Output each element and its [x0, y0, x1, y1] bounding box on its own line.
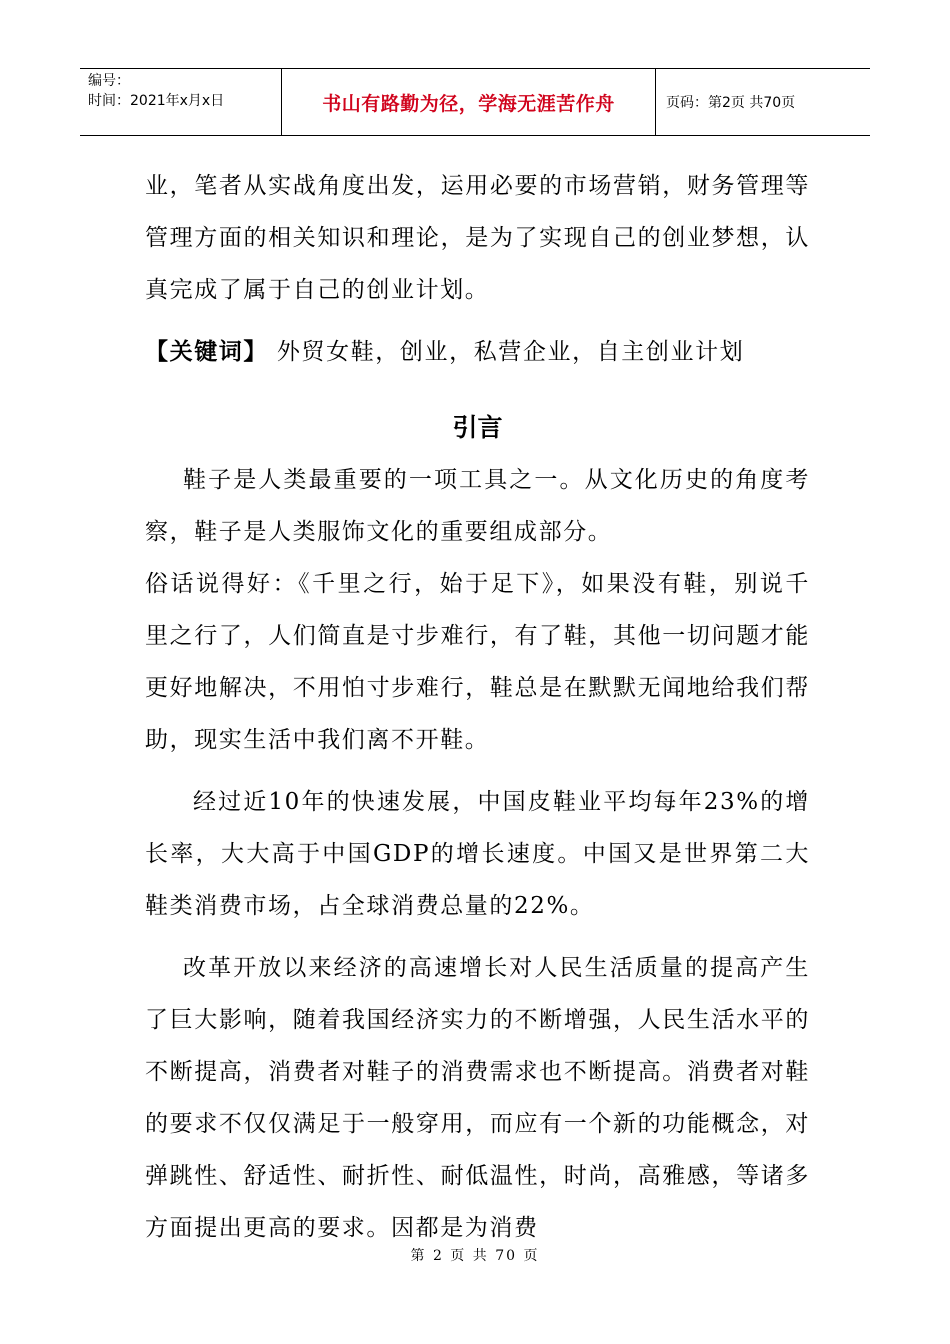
section-title: 引言	[452, 413, 503, 442]
paragraph-4: 改革开放以来经济的高速增长对人民生活质量的提高产生了巨大影响，随着我国经济实力的不断增强，人民生活水平的不断提高，消费者对鞋子的消费需求也不断提高。消费者对鞋的要求不仅仅满足于一般穿用，而应有一个新的功能概念，对弹跳性、舒适性、耐折性、耐低温性，时尚，高雅感，等诸多方面提出更高的要求。因都是为消费	[145, 955, 810, 1241]
header-meta	[80, 69, 282, 135]
paragraph-2: 俗话说得好：《千里之行，始于足下》，如果没有鞋，别说千里之行了，人们简直是寸步难行，有了鞋，其他一切问题才能更好地解决，不用怕寸步难行，鞋总是在默默无闻地给我们帮助，现实生活中我们离不开鞋。	[145, 571, 810, 753]
keywords-text: 外贸女鞋，创业，私营企业，自主创业计划	[268, 339, 745, 365]
page-header	[80, 68, 870, 136]
document-date: 时间：2021年x月x日	[88, 93, 225, 109]
header-page-info-cell	[656, 69, 870, 135]
paragraph-3: 经过近10年的快速发展，中国皮鞋业平均每年23%的增长率，大大高于中国GDP的增长速度。中国又是世界第二大鞋类消费市场，占全球消费总量的22%。	[145, 789, 810, 919]
keywords-line	[145, 326, 810, 378]
header-motto: 书山有路勤为径，学海无涯苦作舟	[322, 92, 615, 115]
keywords-label: 【关键词】	[145, 339, 268, 365]
document-body	[145, 160, 810, 1254]
paragraph-continued: 业，笔者从实战角度出发，运用必要的市场营销，财务管理等管理方面的相关知识和理论，是为了实现自己的创业梦想，认真完成了属于自己的创业计划。	[145, 173, 810, 303]
header-page-info: 页码：第2页 共70页	[666, 95, 796, 111]
paragraph-1: 鞋子是人类最重要的一项工具之一。从文化历史的角度考察，鞋子是人类服饰文化的重要组成部分。	[145, 467, 810, 545]
document-number-label: 编号：	[88, 73, 130, 89]
page-footer: 第 2 页 共 70 页	[410, 1248, 540, 1264]
header-motto-cell	[282, 69, 656, 135]
